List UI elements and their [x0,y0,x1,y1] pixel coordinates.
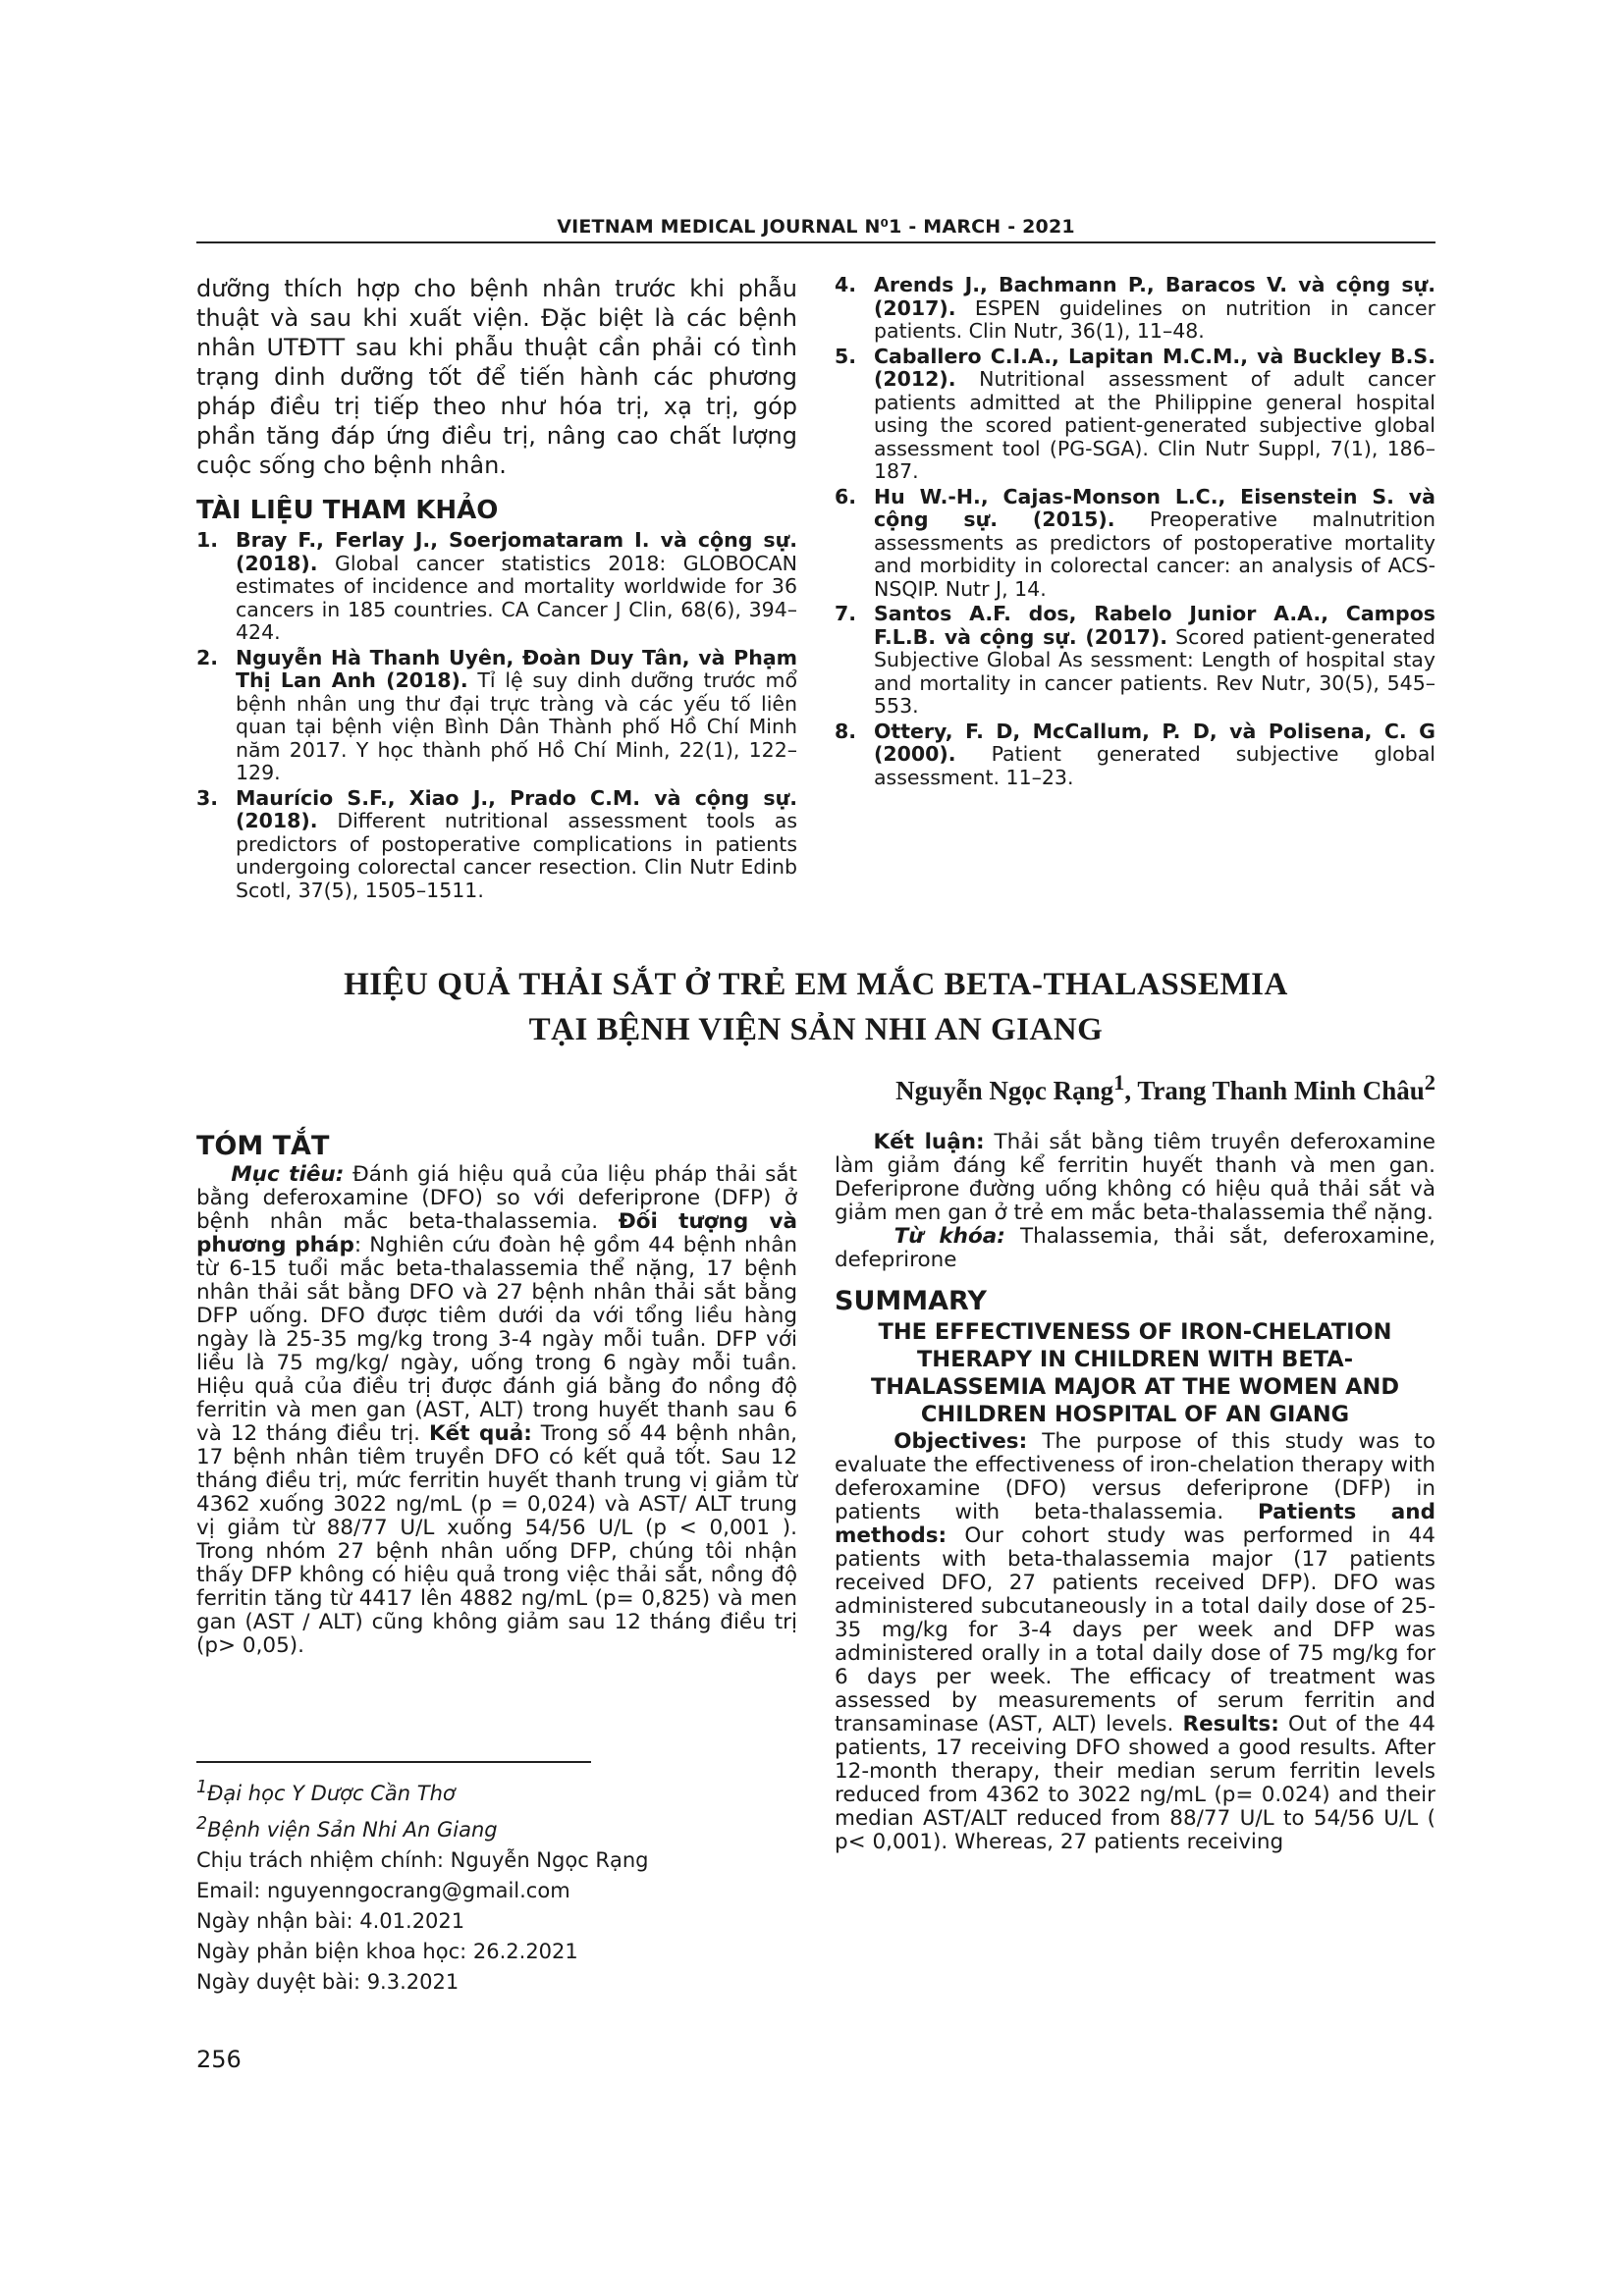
reference-authors: Bray F., Ferlay J., Soerjomataram I. và cộng sự. (2018). [236,528,797,575]
reference-text: Patient generated subjective global assessment. 11–23. [874,742,1435,789]
reference-number: 5. [835,344,857,368]
abstract-text: Our cohort study was performed in 44 patients with beta-thalassemia major (17 patients received DFO, 27 patients received DFP). DFO was administered subcutaneously in a total daily dose of 25-35 mg/kg for 3-4 days per week and DFP was administered orally in a total daily dose of 75 mg/kg for 6 days per week. The efficacy of treatment was assessed by measurements of serum ferritin and transaminase (AST, ALT) levels. [835,1523,1435,1736]
article-title-line: HIỆU QUẢ THẢI SẮT Ở TRẺ EM MẮC BETA-THALASSEMIA [344,967,1288,1002]
reference-authors: Santos A.F. dos, Rabelo Junior A.A., Campos F.L.B. và cộng sự. (2017). [874,602,1435,649]
page-number: 256 [196,2046,242,2073]
english-abstract [835,1430,1435,1854]
reference-item [835,721,1435,790]
vietnamese-abstract-continued [835,1131,1435,1225]
keywords-label: Từ khóa: [893,1224,1005,1249]
reference-number: 4. [835,273,857,296]
article-authors [895,1070,1435,1106]
abstract-text: Trong số 44 bệnh nhân, 17 bệnh nhân tiêm truyền DFO có kết quả tốt. Sau 12 tháng điều trị, mức ferritin huyết thanh trung vị giảm từ 4362 xuống 3022 ng/mL (p = 0,024) và AST/ ALT trung vị giảm từ 88/77 U/L xuống 54/56 U/L (p < 0,001 ). Trong nhóm 27 bệnh nhân uống DFP, chúng tôi nhận thấy DFP không có hiệu quả trong việc thải sắt, nồng độ ferritin tăng từ 4417 lên 4882 ng/mL (p= 0,825) và men gan (AST / ALT) cũng không giảm sau 12 tháng điều trị (p> 0,05). [196,1421,797,1658]
reference-text: Tỉ lệ suy dinh dưỡng trước mổ bệnh nhân ung thư đại trực tràng và các yếu tố liên quan tại bệnh viện Bình Dân Thành phố Hồ Chí Minh năm 2017. Y học thành phố Hồ Chí Minh, 22(1), 122–129. [236,668,797,784]
affiliation-mark: 2 [196,1814,208,1834]
references-heading: TÀI LIỆU THAM KHẢO [196,496,499,525]
abstract-label: Mục tiêu: [231,1162,345,1187]
reference-text: Different nutritional assessment tools as predictors of postoperative complications in patients undergoing colorectal cancer resection. Clin Nutr Edinb Scotl, 37(5), 1505–1511. [236,809,797,902]
abstract-label: Kết luận: [873,1130,985,1154]
author-separator: , [1124,1076,1138,1105]
affiliation-mark: 1 [196,1778,208,1797]
tom-tat-heading: TÓM TẮT [196,1131,330,1161]
date-approved: Ngày duyệt bài: 9.3.2021 [196,1970,460,1994]
author-affiliation-mark: 2 [1424,1070,1435,1095]
reference-item [835,274,1435,344]
author-name: Trang Thanh Minh Châu [1137,1076,1425,1105]
header-rule [196,241,1435,243]
journal-header: VIETNAM MEDICAL JOURNAL N⁰1 - MARCH - 2021 [557,216,1075,238]
abstract-label: Kết quả: [428,1421,532,1446]
author-name: Nguyễn Ngọc Rạng [895,1076,1114,1105]
abstract-right-column [835,1131,1435,1854]
affiliation-1 [196,1773,785,1809]
footnote-rule [196,1761,591,1763]
abstract-text: : Nghiên cứu đoàn hệ gồm 44 bệnh nhân từ 6-15 tuổi mắc beta-thalassemia thể nặng, 17 bệnh nhân thải sắt bằng DFO và 27 bệnh nhân thải sắt bằng DFP uống. DFO được tiêm dưới da với tổng liều hàng ngày là 25-35 mg/kg trong 3-4 ngày mỗi tuần. DFP với liều là 75 mg/kg/ ngày, uống trong 6 ngày mỗi tuần. Hiệu quả của điều trị được đánh giá bằng đo nồng độ ferritin và men gan (AST, ALT) trong huyết thanh sau 6 và 12 tháng điều trị. [196,1233,797,1446]
reference-authors: Nguyễn Hà Thanh Uyên, Đoàn Duy Tân, và Phạm Thị Lan Anh (2018). [236,645,797,692]
reference-number: 6. [835,484,857,508]
summary-title: THE EFFECTIVENESS OF IRON-CHELATION THERAPY IN CHILDREN WITH BETA-THALASSEMIA MAJOR AT THE WOMEN AND CHILDREN HOSPITAL OF AN GIANG [870,1319,1400,1427]
abstract-label: Objectives: [893,1429,1028,1454]
abstract-text: Đánh giá hiệu quả của liệu pháp thải sắt bằng deferoxamine (DFO) so với deferiprone (DFP) ở bệnh nhân mắc beta-thalassemia. [196,1162,797,1234]
author-affiliation-mark: 1 [1113,1070,1125,1095]
reference-text: Preoperative malnutrition assessments as predictors of postoperative mortality and morbidity in colorectal cancer: an analysis of ACS-NSQIP. Nutr J, 14. [874,507,1435,601]
affiliation-text: Bệnh viện Sản Nhi An Giang [207,1818,498,1842]
abstract-label: Đối tượng và phương pháp [196,1209,798,1257]
article-title-line: TẠI BỆNH VIỆN SẢN NHI AN GIANG [528,1012,1104,1047]
reference-text: Scored patient-generated Subjective Global As sessment: Length of hospital stay and mortality in cancer patients. Rev Nutr, 30(5), 545–553. [874,624,1435,718]
reference-authors: Caballero C.I.A., Lapitan M.C.M., và Buckley B.S. (2012). [874,344,1435,391]
reference-text: ESPEN guidelines on nutrition in cancer patients. Clin Nutr, 36(1), 11–48. [874,295,1435,343]
contact-email: Email: nguyenngocrang@gmail.com [196,1879,570,1902]
reference-item [196,529,797,645]
prev-article-left-column [196,274,797,904]
keywords [835,1225,1435,1272]
reference-item [835,346,1435,484]
article-title [196,962,1435,1052]
reference-authors: Ottery, F. D, McCallum, P. D, và Polisena, C. G (2000). [874,719,1435,766]
footnotes [196,1773,785,1998]
keywords-text: Thalassemia, thải sắt, deferoxamine, defeprirone [835,1224,1435,1272]
affiliation-text: Đại học Y Dược Cần Thơ [207,1782,456,1805]
abstract-text: Out of the 44 patients, 17 receiving DFO showed a good results. After 12-month therapy, their median serum ferritin levels reduced from 4362 to 3022 ng/mL (p= 0.024) and their median AST/ALT reduced from 88/77 U/L to 54/56 U/L ( p< 0,001). Whereas, 27 patients receiving [835,1712,1435,1854]
abstract-text: Thải sắt bằng tiêm truyền deferoxamine làm giảm đáng kể ferritin huyết thanh và men gan. Deferiprone đường uống không có hiệu quả thải sắt và giảm men gan ở trẻ em mắc beta-thalassemia thể nặng. [835,1130,1435,1225]
abstract-text: The purpose of this study was to evaluate the effectiveness of iron-chelation therapy with deferoxamine (DFO) versus deferiprone (DFP) in patients with beta-thalassemia. [835,1429,1435,1524]
reference-number: 8. [835,719,857,743]
reference-authors: Maurício S.F., Xiao J., Prado C.M. và cộng sự. (2018). [236,785,797,832]
reference-text: Nutritional assessment of adult cancer patients admitted at the Philippine general hospital using the scored patient-generated subjective global assessment tool (PG-SGA). Clin Nutr Suppl, 7(1), 186–187. [874,367,1435,483]
abstract-label: Patients and methods: [835,1500,1435,1548]
abstract-left-column [196,1131,797,1658]
reference-item [835,486,1435,602]
reference-text: Global cancer statistics 2018: GLOBOCAN estimates of incidence and mortality worldwide for 36 cancers in 185 countries. CA Cancer J Clin, 68(6), 394–424. [236,551,797,644]
reference-number: 2. [196,645,219,669]
vietnamese-abstract [196,1163,797,1658]
reference-authors: Arends J., Bachmann P., Baracos V. và cộng sự. (2017). [874,273,1435,320]
reference-number: 3. [196,785,219,810]
abstract-label: Results: [1182,1712,1279,1736]
prev-article-right-column [835,274,1435,791]
reference-item [196,787,797,903]
conclusion-paragraph: dưỡng thích hợp cho bệnh nhân trước khi phẫu thuật và sau khi xuất viện. Đặc biệt là các bệnh nhân UTĐTT sau khi phẫu thuật cần phải có tình trạng dinh dưỡng tốt để tiến hành các phương pháp điều trị tiếp theo như hóa trị, xạ trị, góp phần tăng đáp ứng điều trị, nâng cao chất lượng cuộc sống cho bệnh nhân. [196,275,797,479]
affiliation-2 [196,1809,785,1845]
date-reviewed: Ngày phản biện khoa học: 26.2.2021 [196,1940,578,1963]
reference-number: 7. [835,602,857,625]
summary-heading: SUMMARY [835,1286,987,1316]
date-received: Ngày nhận bài: 4.01.2021 [196,1909,465,1933]
reference-number: 1. [196,528,219,552]
reference-item [196,647,797,785]
reference-authors: Hu W.-H., Cajas-Monson L.C., Eisenstein S. và cộng sự. (2015). [874,484,1435,531]
reference-item [835,603,1435,719]
responsible-author: Chịu trách nhiệm chính: Nguyễn Ngọc Rạng [196,1848,649,1872]
